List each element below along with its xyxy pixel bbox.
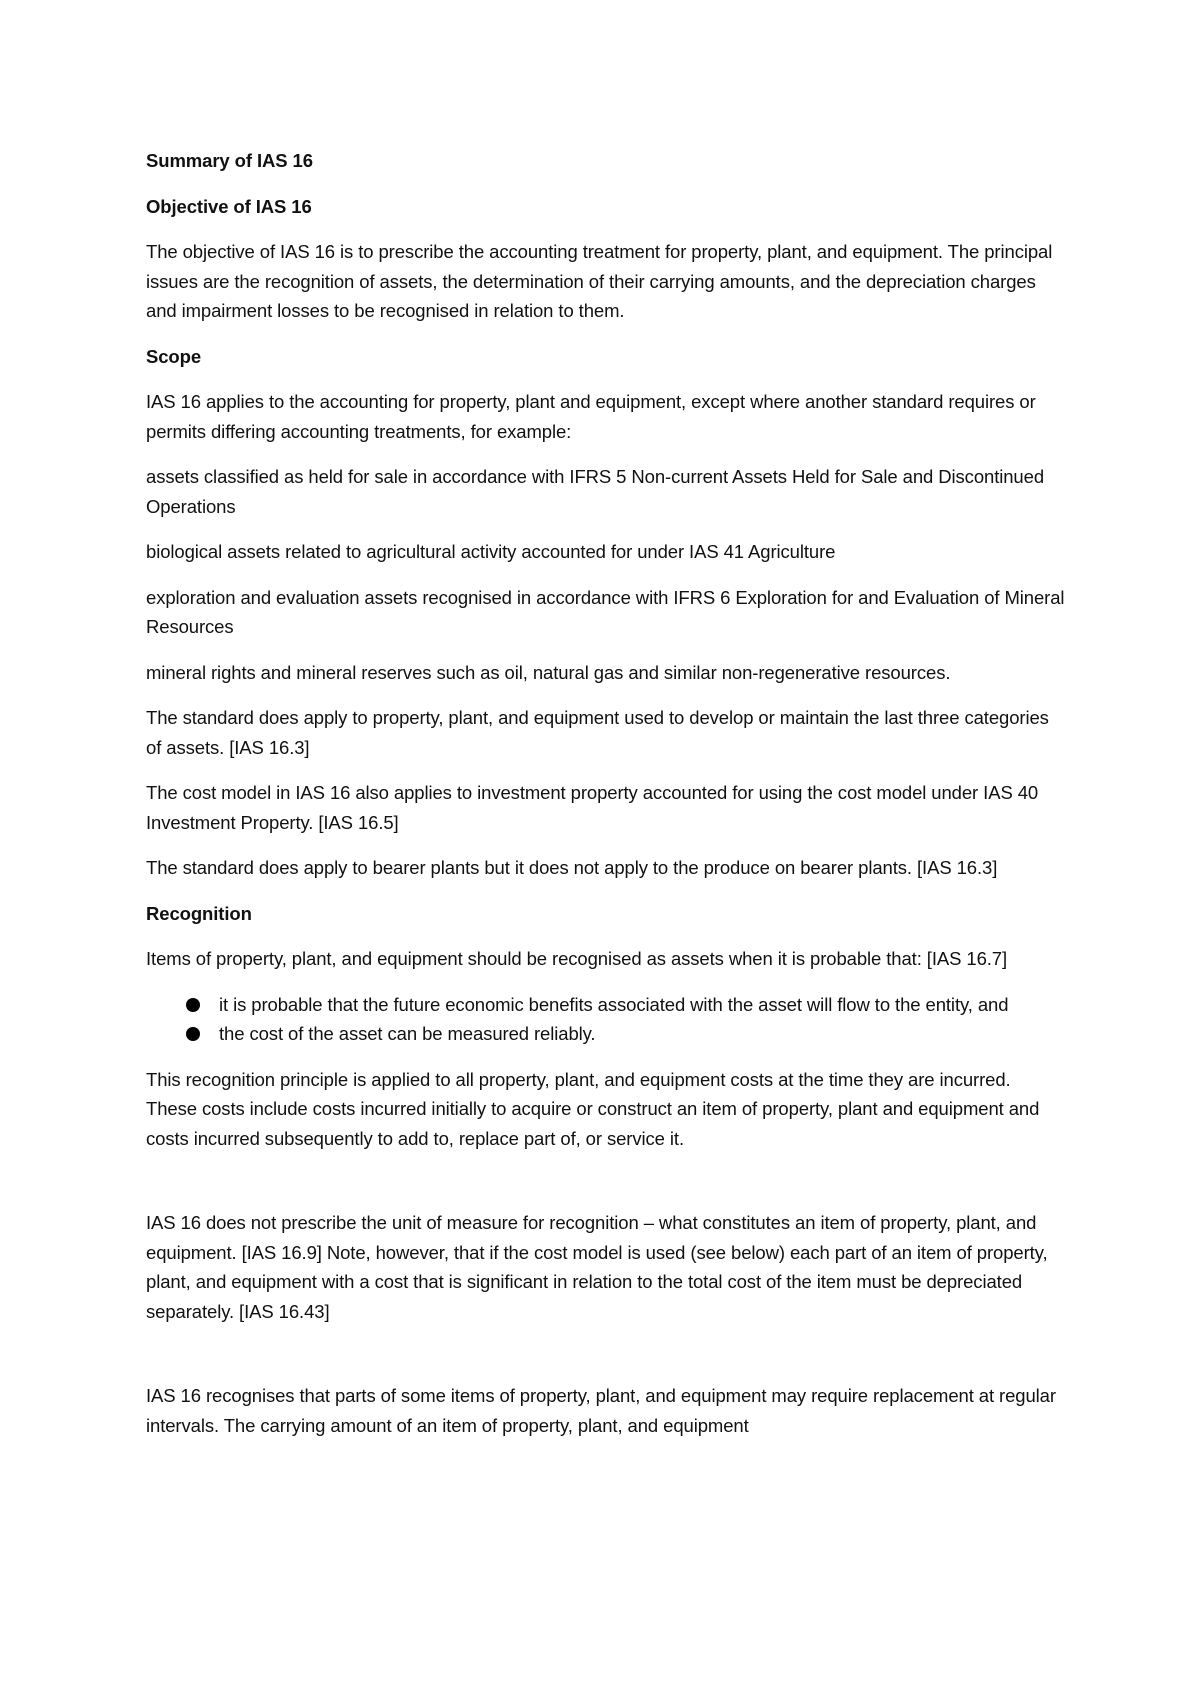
recognition-paragraph-unit-of-measure: IAS 16 does not prescribe the unit of measure for recognition – what constitutes an item of property, plant, and equipment. [IAS 16.9] Note, however, that if the cost model is used (see below) each part of an item of property, plant, and equipment with a cost that is significant in relation to the total cost of the item must be depreciated separately. [IAS 16.43]: [146, 1212, 1048, 1322]
document-title: Summary of IAS 16: [146, 150, 313, 171]
document-page: [146, 146, 1066, 1456]
scope-paragraph-mineral-rights: mineral rights and mineral reserves such as oil, natural gas and similar non-regenerative resources.: [146, 661, 951, 683]
scope-paragraph-cost-model: The cost model in IAS 16 also applies to investment property accounted for using the cost model under IAS 40 Investment Property. [IAS 16.5]: [146, 782, 1039, 833]
bullet-icon: [186, 998, 200, 1012]
scope-paragraph-biological-assets: biological assets related to agricultural activity accounted for under IAS 41 Agriculture: [146, 541, 836, 562]
scope-paragraph-held-for-sale: assets classified as held for sale in accordance with IFRS 5 Non-current Assets Held for Sale and Discontinued Operations: [146, 466, 1045, 517]
objective-paragraph: The objective of IAS 16 is to prescribe the accounting treatment for property, plant, and equipment. The principal issues are the recognition of assets, the determination of their carrying amounts, and the depreciation charges and impairment losses to be recognised in relation to them.: [146, 241, 1053, 321]
scope-paragraph-intro: IAS 16 applies to the accounting for property, plant and equipment, except where another standard requires or permits differing accounting treatments, for example:: [146, 391, 1036, 442]
recognition-paragraph-principle: This recognition principle is applied to all property, plant, and equipment costs at the time they are incurred. These costs include costs incurred initially to acquire or construct an item of property, plant and equipment and costs incurred subsequently to add to, replace part of, or service it.: [146, 1068, 1040, 1149]
scope-paragraph-bearer-plants: The standard does apply to bearer plants but it does not apply to the produce on bearer plants. [IAS 16.3]: [146, 857, 998, 878]
scope-heading: Scope: [146, 345, 202, 367]
scope-paragraph-exploration: exploration and evaluation assets recognised in accordance with IFRS 6 Exploration for and Evaluation of Mineral Resources: [146, 586, 1065, 637]
recognition-criterion-benefits: it is probable that the future economic benefits associated with the asset will flow to the entity, and: [219, 993, 1009, 1015]
bullet-icon: [186, 1027, 200, 1041]
objective-heading: Objective of IAS 16: [146, 195, 312, 217]
scope-paragraph-apply-categories: The standard does apply to property, plant, and equipment used to develop or maintain the last three categories of assets. [IAS 16.3]: [146, 707, 1049, 758]
list-item: [146, 1019, 1066, 1049]
list-item: [146, 990, 1066, 1020]
recognition-paragraph-replacement: IAS 16 recognises that parts of some items of property, plant, and equipment may require replacement at regular intervals. The carrying amount of an item of property, plant, and equipment: [146, 1385, 1056, 1436]
recognition-paragraph-intro: Items of property, plant, and equipment should be recognised as assets when it is probable that: [IAS 16.7]: [146, 948, 1008, 969]
recognition-criteria-list: [146, 990, 1066, 1049]
recognition-heading: Recognition: [146, 902, 252, 924]
recognition-criterion-cost: the cost of the asset can be measured reliably.: [219, 1023, 596, 1044]
